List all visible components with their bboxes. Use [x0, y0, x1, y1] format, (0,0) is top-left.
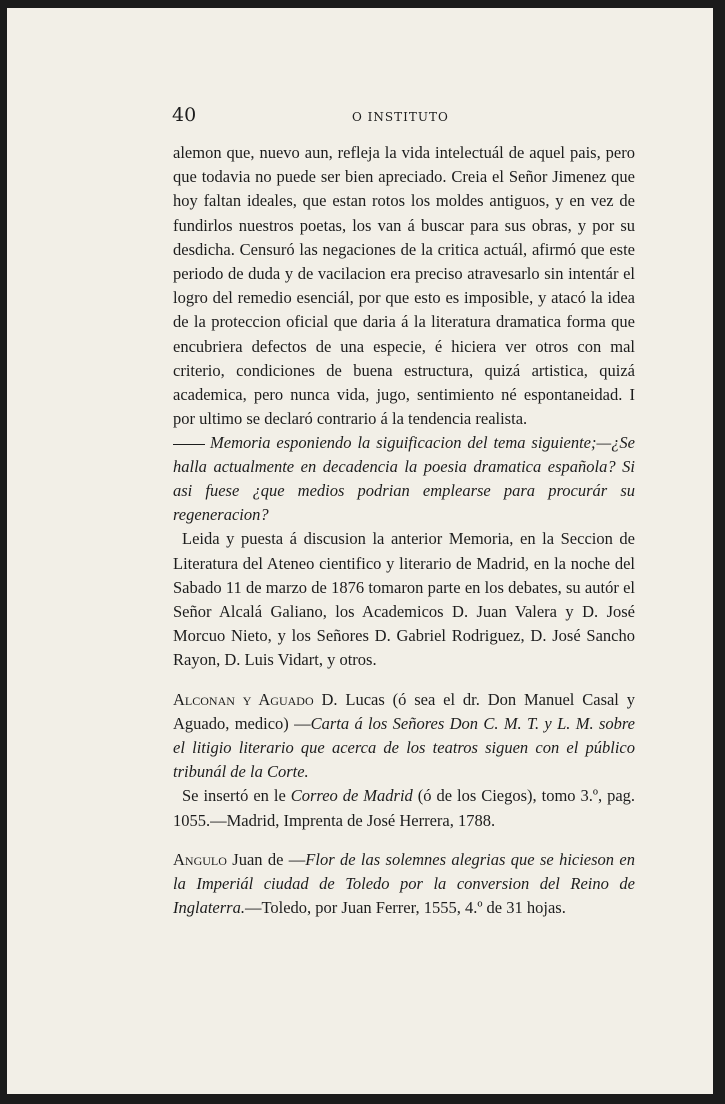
entry-alconan-note-pre: Se insertó en le [182, 786, 291, 806]
entry-angulo-title: Flor de las solemnes alegrias que se hicieson en la Imperiál ciudad de Toledo por la conversion del Reino de Inglaterra. [173, 849, 635, 918]
entry-alconan-author-rest: D. Lucas (ó sea el dr. Don Manuel Casal y Aguado, medico) — [173, 689, 635, 733]
entry-angulo [173, 848, 635, 921]
entry-angulo-author: Angulo [173, 849, 227, 869]
memoria-title: Memoria esponiendo la siguificacion del tema siguiente;—¿Se halla actualmente en decadencia la poesia dramatica española? Si asi fuese ¿que medios podrian emplearse para procurár su regeneracion? [173, 433, 635, 525]
entry-alconan [173, 688, 635, 785]
entry-alconan-periodical: Correo de Madrid [290, 786, 413, 806]
entry-alconan-note-post: (ó de los Ciegos), tomo 3.º, pag. 1055.—Madrid, Imprenta de José Herrera, 1788. [173, 786, 636, 830]
entry-angulo-imprint: —Toledo, por Juan Ferrer, 1555, 4.º de 31 hojas. [244, 898, 566, 918]
memoria-citation [173, 431, 635, 527]
memoria-paragraph: Leida y puesta á discusion la anterior Memoria, en la Seccion de Literatura del Ateneo cientifico y literario de Madrid, en la noche del Sabado 11 de marzo de 1876 tomaron parte en los debates, su autór el Señor Alcalá Galiano, los Academicos D. Juan Valera y D. José Morcuo Nieto, y los Señores D. Gabriel Rodriguez, D. José Sancho Rayon, D. Luis Vidart, y otros. [173, 529, 635, 670]
book-page [7, 8, 713, 1094]
text-block [173, 141, 635, 920]
entry-alconan-note [173, 784, 635, 832]
entry-alconan-title: Carta á los Señores Don C. M. T. y L. M. sobre el litigio literario que acerca de los teatros siguen con el público tribunál de la Corte. [173, 713, 635, 782]
em-rule [173, 444, 205, 445]
page-number: 40 [172, 104, 197, 126]
running-head: O INSTITUTO [352, 110, 449, 124]
entry-alconan-author: Alconan y Aguado [173, 689, 314, 709]
page-header [172, 103, 632, 129]
entry-angulo-author-rest: Juan de — [226, 849, 306, 869]
continued-paragraph: alemon que, nuevo aun, refleja la vida intelectuál de aquel pais, pero que todavia no puede ser bien apreciado. Creia el Señor Jimenez que hoy faltan ideales, que estan rotos los moldes antiguos, y en vez de fundirlos nuestros poetas, los van á buscar para sus obras, y por su desdicha. Censuró las negaciones de la critica actuál, afirmó que este periodo de duda y de vacilacion era preciso atravesarlo sin intentár el logro del remedio esenciál, por que esto es imposible, y atacó la idea de la proteccion oficial que daria á la literatura dramatica forma que encubriera defectos de una especie, é hiciera ver otros con mal criterio, condiciones de buena estructura, quizá artistica, quizá academica, pero nunca vida, jugo, sentimiento né espontaneidad. I por ultimo se declaró contrario á la tendencia realista. [173, 143, 635, 429]
